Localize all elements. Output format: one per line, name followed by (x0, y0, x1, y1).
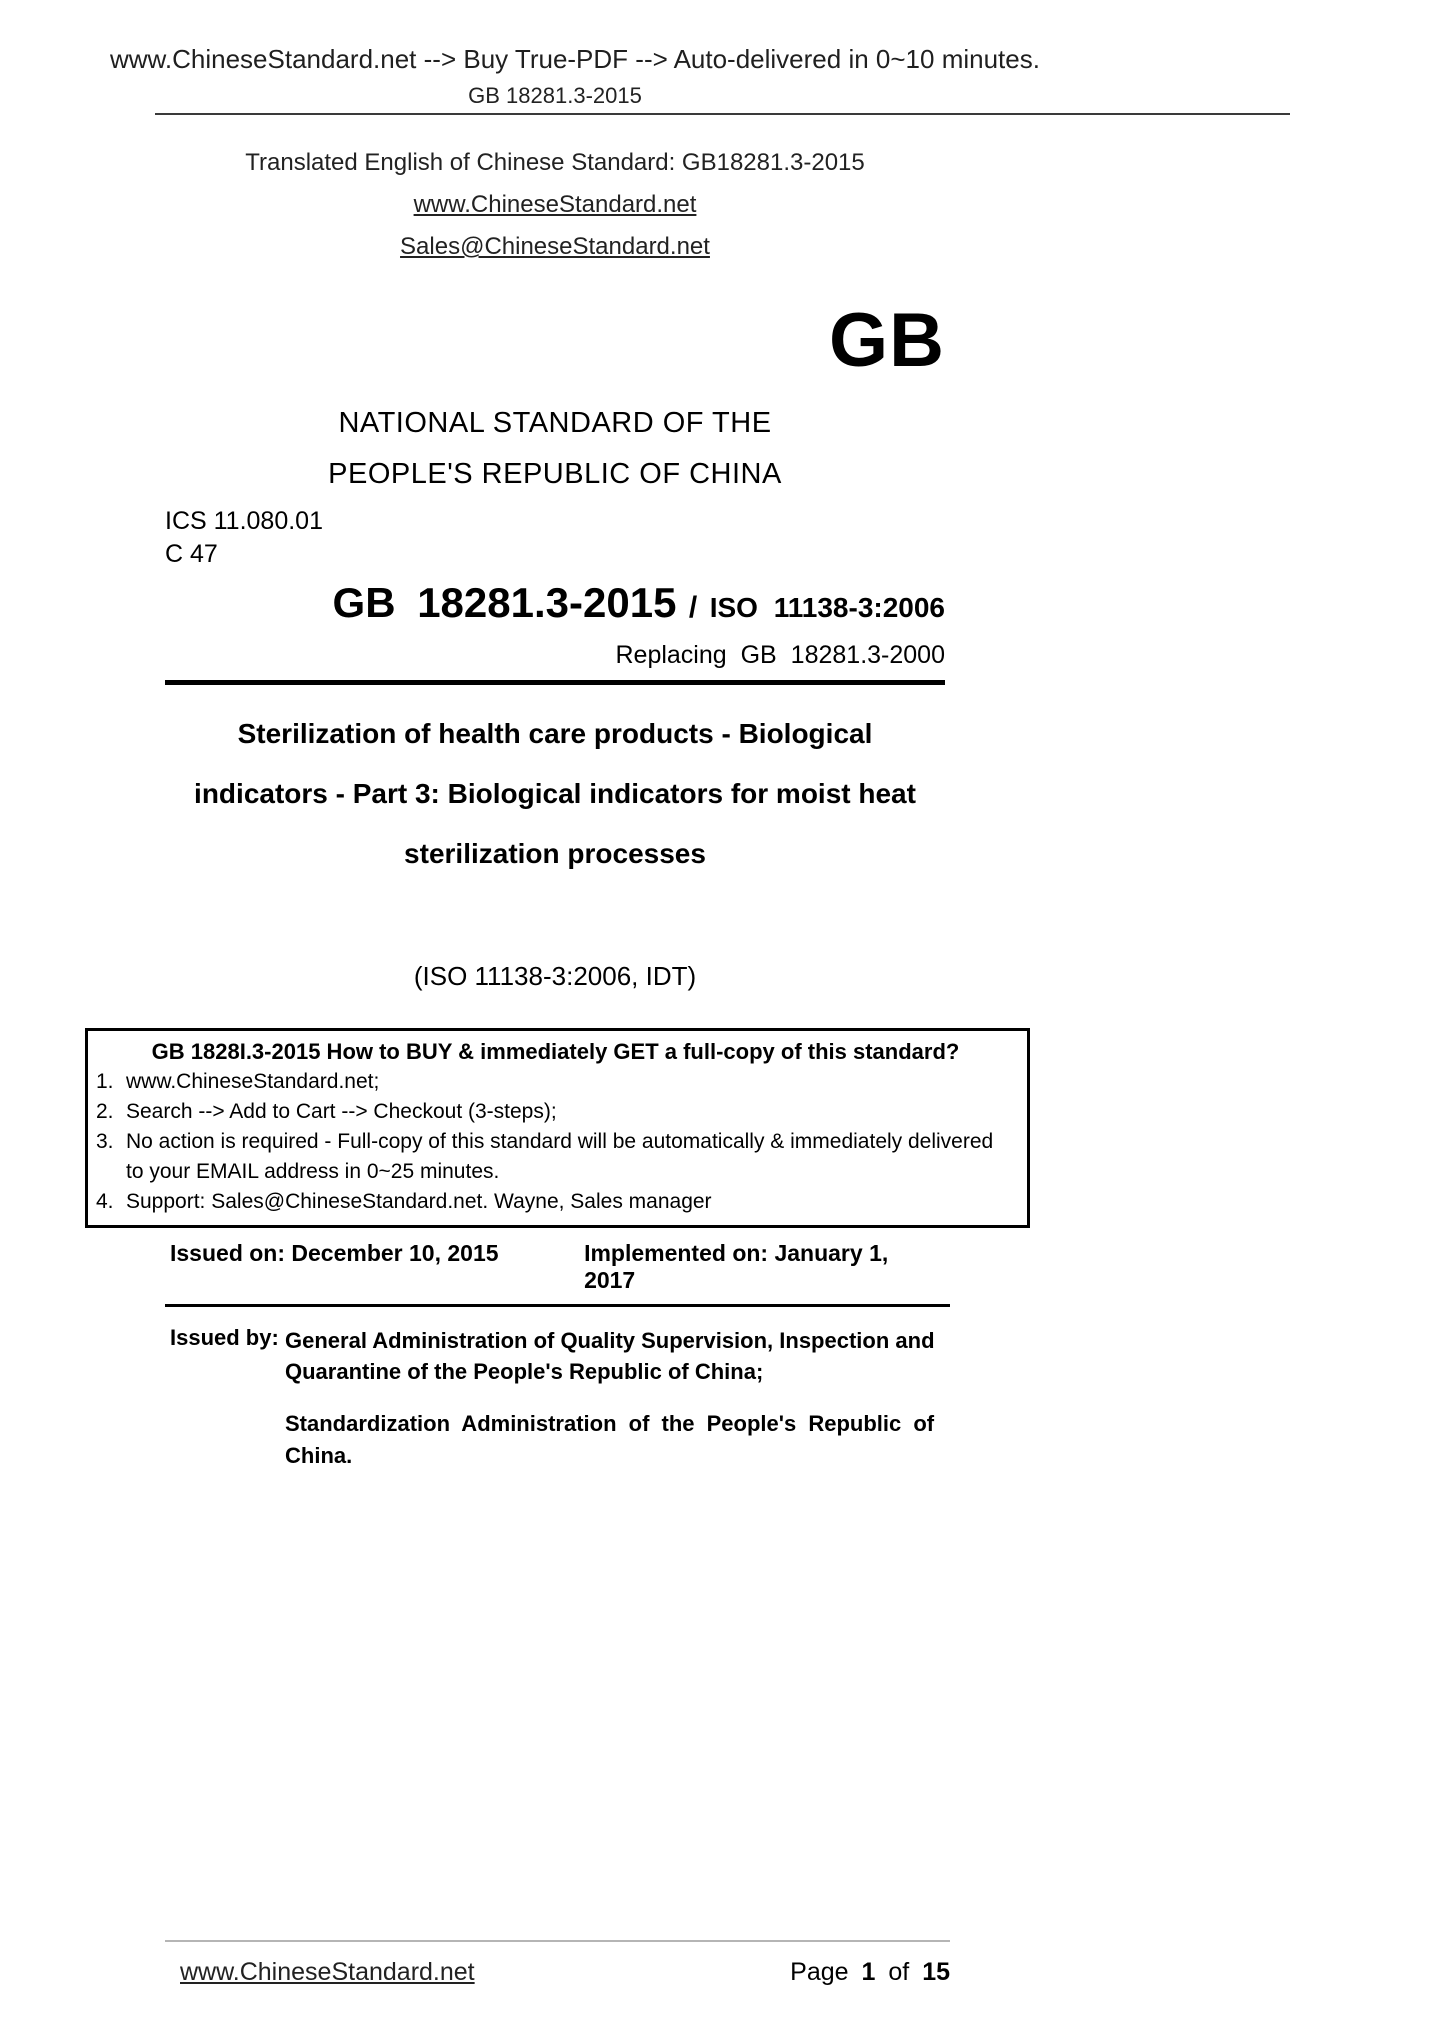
national-standard-line1: NATIONAL STANDARD OF THE (338, 406, 772, 439)
iso-code: ISO 11138-3:2006 (709, 591, 945, 623)
idt-note: (ISO 11138-3:2006, IDT) (413, 960, 697, 991)
of-word: of (888, 1958, 910, 1986)
issuer-block (165, 1325, 945, 1473)
ics-code: ICS 11.080.01 (165, 506, 323, 535)
standard-header (165, 299, 945, 992)
buy-step-1 (96, 1067, 1015, 1097)
footer-site-link[interactable]: www.ChineseStandard.net (180, 1958, 475, 1986)
buy-step-2 (96, 1097, 1015, 1127)
footer-rule (165, 1940, 950, 1942)
buy-step-number: 1. (96, 1069, 114, 1093)
national-standard-line2: PEOPLE'S REPUBLIC OF CHINA (328, 457, 782, 490)
header-rule (155, 113, 1290, 115)
buy-step-number: 2. (96, 1099, 114, 1123)
standard-code: GB 18281.3-2015 (332, 578, 677, 626)
buy-step-number: 3. (96, 1129, 114, 1153)
issuer-org1-line1: General Administration of Quality Supervision, Inspection and (285, 1327, 935, 1353)
code-separator: / (688, 590, 698, 624)
issuer-org-2 (285, 1408, 945, 1472)
translated-line: Translated English of Chinese Standard: GB18281.3-2015 (245, 149, 865, 176)
title-rule (165, 680, 945, 685)
buy-box-heading: GB 1828I.3-2015 How to BUY & immediately GET a full-copy of this standard? (151, 1038, 960, 1064)
buy-step-text: No action is required - Full-copy of this standard will be automatically & immediately delivered to your EMAIL address in 0~25 minutes. (126, 1129, 994, 1183)
class-code: C 47 (165, 539, 218, 568)
issuer-org-1 (285, 1325, 945, 1389)
dates-row (165, 1240, 945, 1294)
page-footer (165, 1940, 950, 1987)
header-tagline: www.ChineseStandard.net --> Buy True-PDF --> Auto-delivered in 0~10 minutes. (110, 44, 1040, 74)
replacing-note: Replacing GB 18281.3-2000 (615, 640, 945, 669)
classification-block (165, 505, 945, 571)
page-indicator (784, 1958, 950, 1987)
buy-step-text: Support: Sales@ChineseStandard.net. Wayne, Sales manager (126, 1189, 712, 1213)
buy-step-text: www.ChineseStandard.net; (126, 1069, 380, 1093)
buy-step-text: Search --> Add to Cart --> Checkout (3-steps); (126, 1099, 557, 1123)
buy-step-number: 4. (96, 1189, 114, 1213)
page-number: 1 (861, 1958, 876, 1986)
title-line-2: indicators - Part 3: Biological indicators for moist heat (194, 777, 916, 809)
issuer-org2-line1: Standardization Administration of the People's Republic of (285, 1411, 935, 1437)
issuer-org2-line2: China. (285, 1443, 353, 1469)
standard-title (165, 713, 945, 875)
dates-rule (165, 1304, 950, 1307)
buy-instructions-box (85, 1028, 1030, 1228)
title-line-1: Sterilization of health care products - Biological (237, 717, 873, 749)
header-doc-code: GB 18281.3-2015 (468, 83, 642, 108)
intro-block (165, 149, 945, 261)
issued-date: Issued on: December 10, 2015 (170, 1239, 499, 1266)
email-link[interactable]: Sales@ChineseStandard.net (400, 233, 710, 260)
page-word: Page (790, 1958, 849, 1986)
site-link[interactable]: www.ChineseStandard.net (413, 191, 697, 218)
implemented-date: Implemented on: January 1, 2017 (584, 1239, 889, 1293)
buy-step-3 (96, 1127, 1015, 1187)
gb-logo: GB (829, 298, 945, 383)
issuer-org1-line2: Quarantine of the People's Republic of China; (285, 1359, 764, 1385)
standard-code-line (165, 579, 945, 627)
title-line-3: sterilization processes (404, 837, 706, 869)
issued-by-label: Issued by: (170, 1324, 279, 1350)
page-total: 15 (922, 1958, 950, 1986)
buy-step-4 (96, 1187, 1015, 1217)
